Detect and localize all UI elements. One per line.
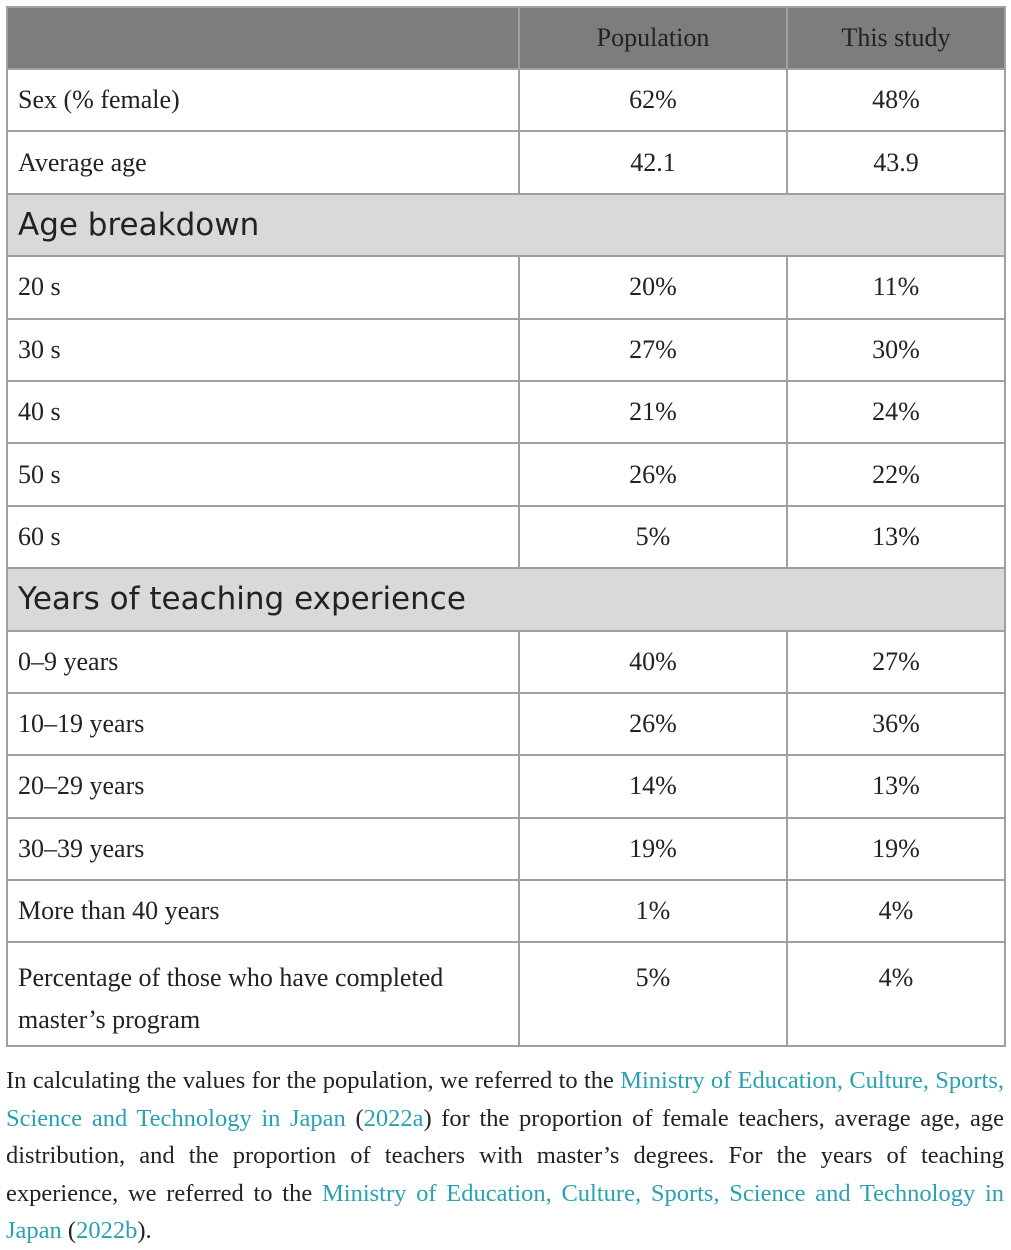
footnote-text: ( bbox=[61, 1217, 77, 1244]
study-value: 13% bbox=[787, 755, 1005, 817]
year-2022b-link[interactable]: 2022b bbox=[76, 1217, 138, 1244]
section-title: Age breakdown bbox=[7, 194, 1005, 256]
row-label: 0–9 years bbox=[7, 631, 519, 693]
population-value: 62% bbox=[519, 69, 787, 131]
section-header-row bbox=[7, 568, 1005, 630]
population-value: 27% bbox=[519, 319, 787, 381]
table-row bbox=[7, 880, 1005, 942]
footnote-text: ) for the proportion of female teachers, average age, age distribution, and the proportion of teachers with master’s degrees. For the years of teaching experience, we referred to the bbox=[6, 1104, 1004, 1207]
study-value: 4% bbox=[787, 880, 1005, 942]
population-value: 21% bbox=[519, 381, 787, 443]
header-row bbox=[7, 7, 1005, 69]
row-label: 20–29 years bbox=[7, 755, 519, 817]
table-footnote bbox=[6, 1062, 1004, 1250]
population-value: 40% bbox=[519, 631, 787, 693]
population-value: 26% bbox=[519, 693, 787, 755]
population-value: 42.1 bbox=[519, 131, 787, 193]
table-row bbox=[7, 942, 1005, 1046]
study-value: 43.9 bbox=[787, 131, 1005, 193]
header-population: Population bbox=[519, 7, 787, 69]
population-value: 1% bbox=[519, 880, 787, 942]
table-row bbox=[7, 69, 1005, 131]
table-row bbox=[7, 381, 1005, 443]
study-value: 19% bbox=[787, 818, 1005, 880]
population-value: 19% bbox=[519, 818, 787, 880]
table-row bbox=[7, 319, 1005, 381]
row-label: Average age bbox=[7, 131, 519, 193]
ministry-link[interactable]: Ministry of Education, Culture, Sports, Science and Technology in Japan bbox=[6, 1067, 1005, 1132]
table-row bbox=[7, 693, 1005, 755]
population-value: 14% bbox=[519, 755, 787, 817]
table-row bbox=[7, 443, 1005, 505]
section-title: Years of teaching experience bbox=[7, 568, 1005, 630]
table-row bbox=[7, 131, 1005, 193]
footnote-text: ( bbox=[345, 1104, 364, 1132]
row-label: 20 s bbox=[7, 256, 519, 318]
population-value: 5% bbox=[519, 506, 787, 568]
footnote-text: ). bbox=[137, 1217, 152, 1244]
study-value: 4% bbox=[787, 942, 1005, 1046]
footnote-text: In calculating the values for the population, we referred to the bbox=[6, 1067, 621, 1094]
study-value: 22% bbox=[787, 443, 1005, 505]
row-label: More than 40 years bbox=[7, 880, 519, 942]
study-value: 36% bbox=[787, 693, 1005, 755]
section-header-row bbox=[7, 194, 1005, 256]
table-row bbox=[7, 506, 1005, 568]
study-value: 30% bbox=[787, 319, 1005, 381]
ministry-link[interactable]: Ministry of Education, Culture, Sports, Science and Technology in Japan bbox=[6, 1179, 1004, 1244]
header-empty-cell bbox=[7, 7, 519, 69]
study-value: 13% bbox=[787, 506, 1005, 568]
study-value: 24% bbox=[787, 381, 1005, 443]
row-label: 40 s bbox=[7, 381, 519, 443]
population-value: 26% bbox=[519, 443, 787, 505]
table-row bbox=[7, 818, 1005, 880]
row-label: Sex (% female) bbox=[7, 69, 519, 131]
table-row bbox=[7, 256, 1005, 318]
header-this-study: This study bbox=[787, 7, 1005, 69]
table-row bbox=[7, 755, 1005, 817]
population-value: 5% bbox=[519, 942, 787, 1046]
table-row bbox=[7, 631, 1005, 693]
row-label: 10–19 years bbox=[7, 693, 519, 755]
study-value: 48% bbox=[787, 69, 1005, 131]
row-label: Percentage of those who have completed master’s program bbox=[7, 942, 519, 1046]
row-label: 60 s bbox=[7, 506, 519, 568]
row-label: 30–39 years bbox=[7, 818, 519, 880]
demographics-table bbox=[6, 6, 1006, 1047]
year-2022a-link[interactable]: 2022a bbox=[363, 1104, 424, 1132]
study-value: 27% bbox=[787, 631, 1005, 693]
study-value: 11% bbox=[787, 256, 1005, 318]
row-label: 30 s bbox=[7, 319, 519, 381]
population-value: 20% bbox=[519, 256, 787, 318]
row-label: 50 s bbox=[7, 443, 519, 505]
